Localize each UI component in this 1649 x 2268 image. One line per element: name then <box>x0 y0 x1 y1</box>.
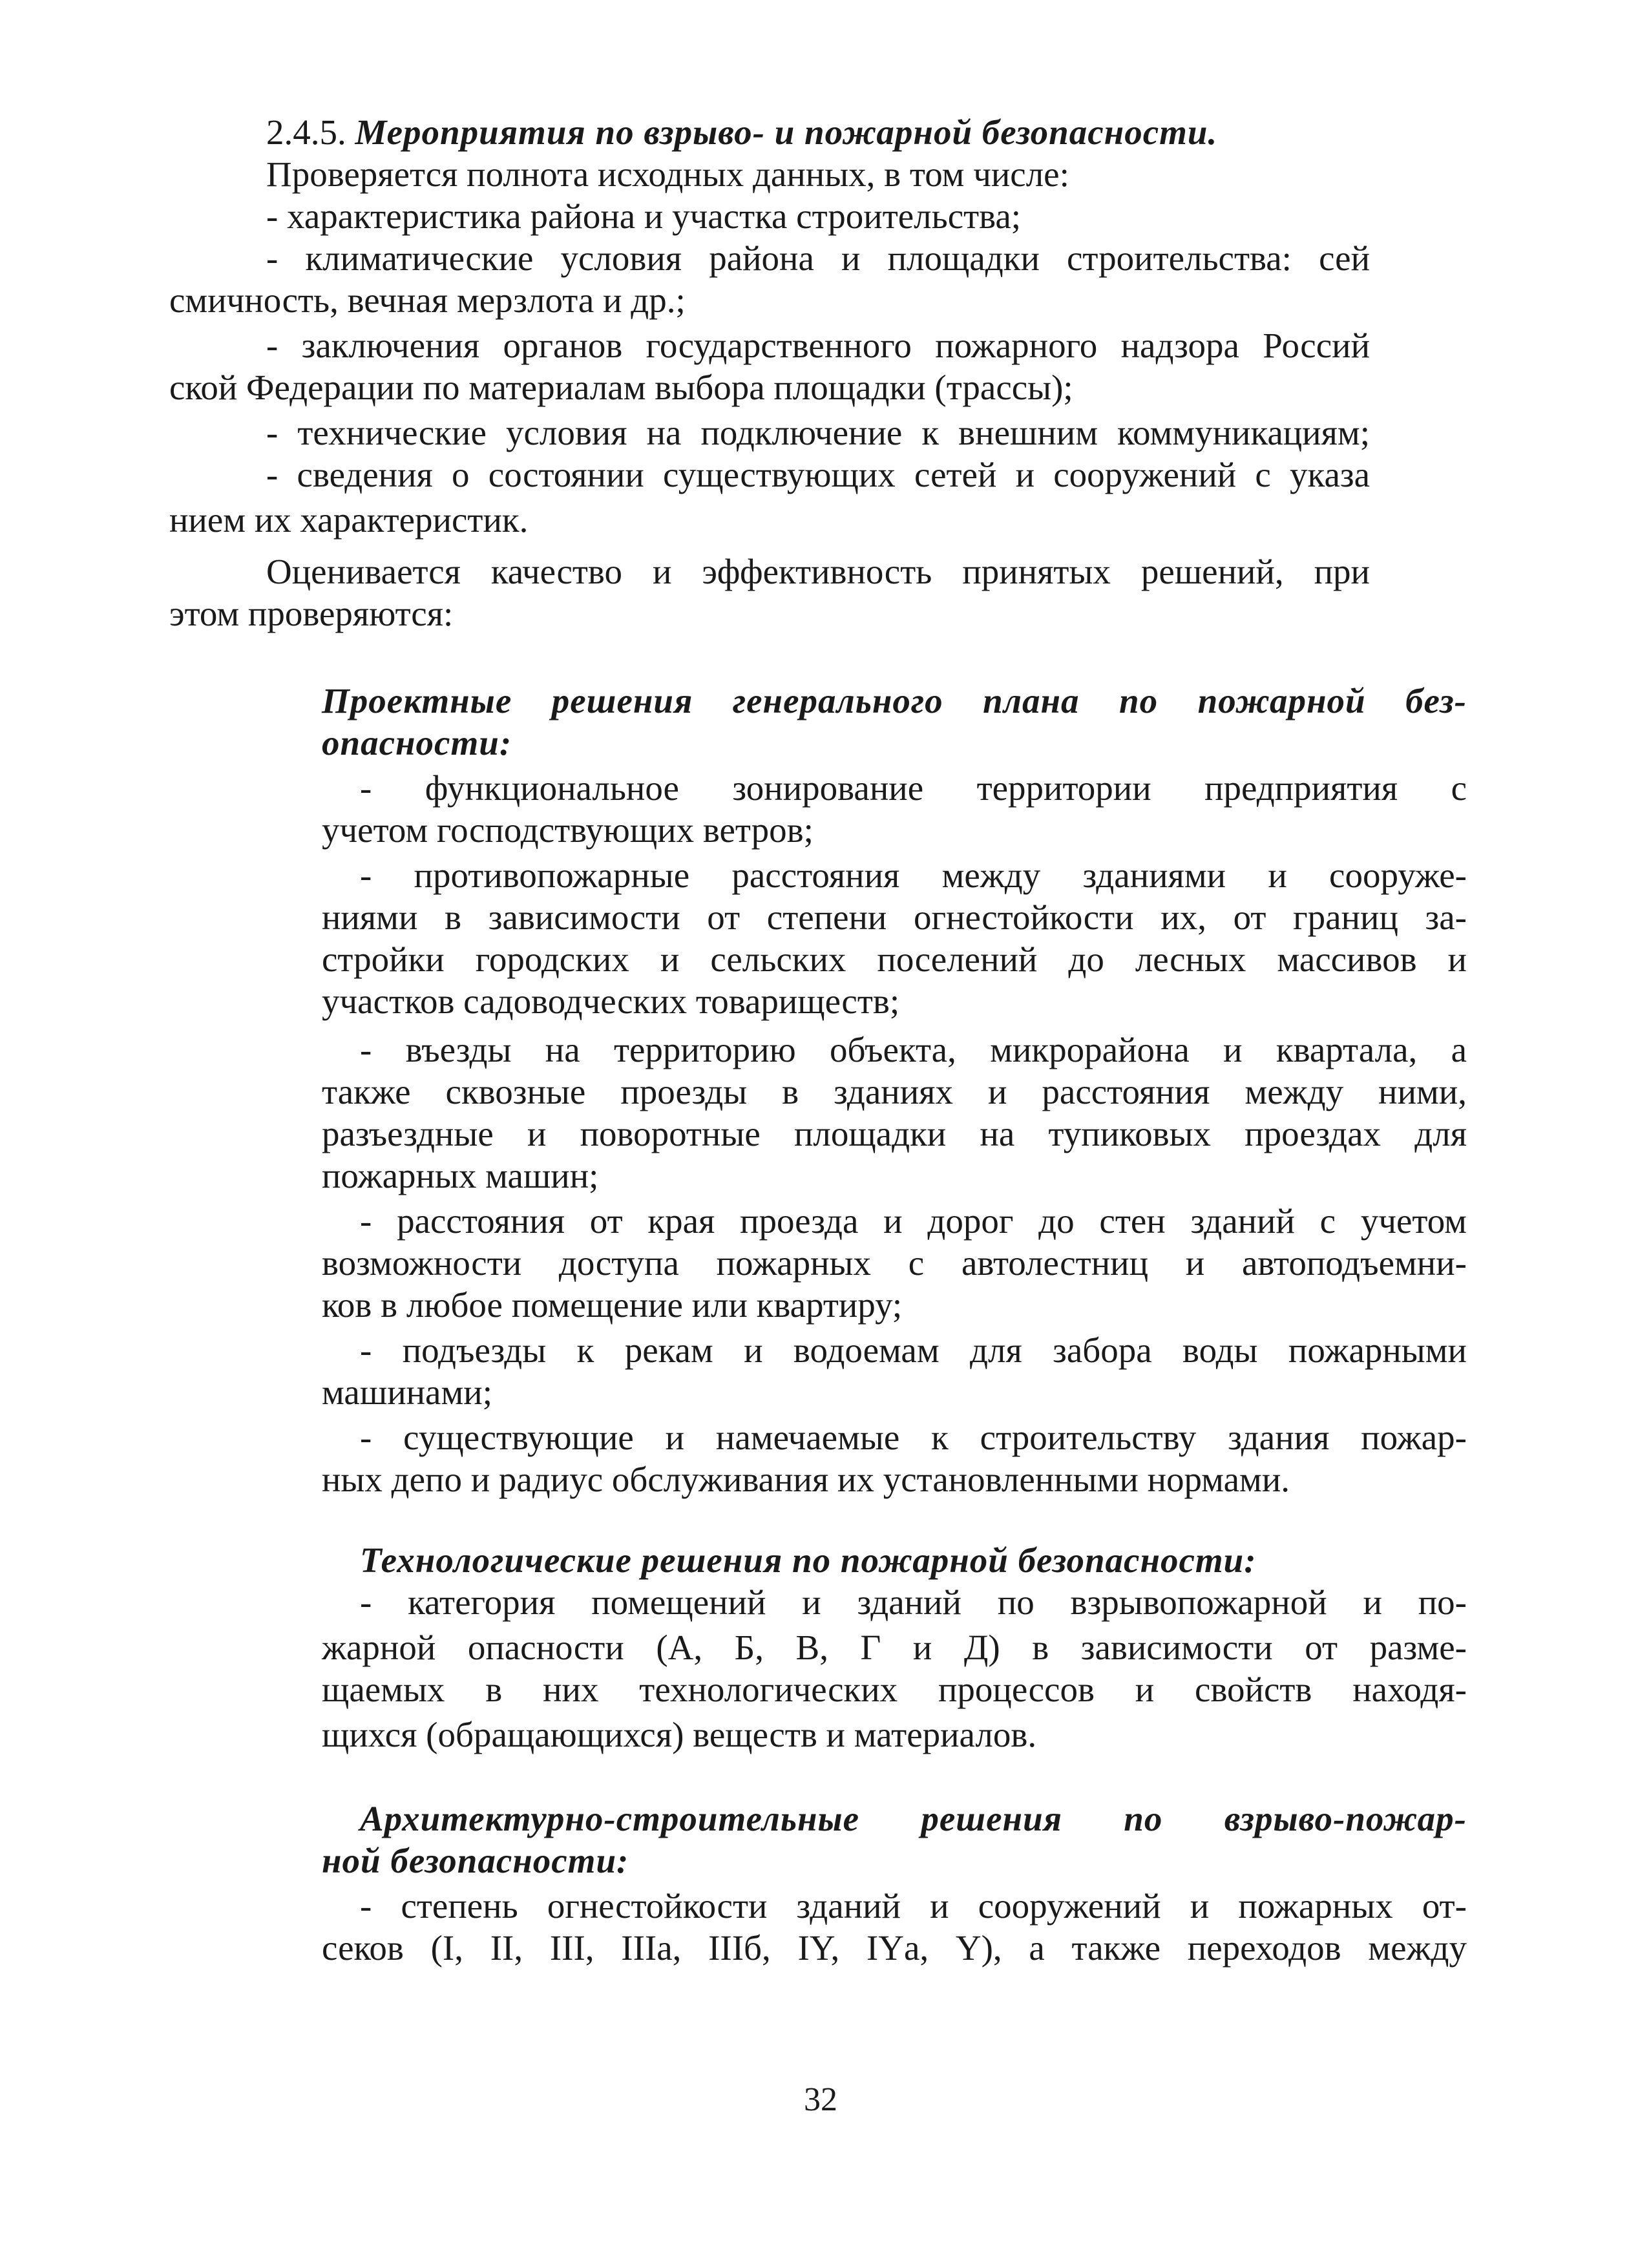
block3-heading-line: ной безопасности: <box>322 1841 629 1880</box>
intro-line: нием их характеристик. <box>169 500 529 540</box>
block2-line: - категория помещений и зданий по взрывопожарной и по- <box>360 1582 1467 1622</box>
block1-line: - подъезды к рекам и водоемам для забора воды пожарными <box>360 1330 1467 1370</box>
block3-heading-line: Архитектурно-строительные решения по взрыво-пожар- <box>360 1799 1467 1838</box>
intro-line: - технические условия на подключение к внешним коммуникациям; <box>266 413 1370 452</box>
block1-line: - въезды на территорию объекта, микрорайона и квартала, а <box>360 1030 1467 1069</box>
intro-line: этом проверяются: <box>169 594 454 633</box>
section-heading <box>266 110 1217 155</box>
section-title: Мероприятия по взрыво- и пожарной безопасности. <box>355 112 1218 152</box>
block1-heading-line: Проектные решения генерального плана по пожарной без- <box>322 681 1467 720</box>
intro-line: - климатические условия района и площадки строительства: сей <box>266 238 1370 278</box>
block1-line: машинами; <box>322 1372 492 1412</box>
block1-line: разъездные и поворотные площадки на тупиковых проездах для <box>322 1114 1467 1153</box>
block2-line: щихся (обращающихся) веществ и материалов. <box>322 1715 1037 1754</box>
intro-line: смичность, вечная мерзлота и др.; <box>169 280 686 320</box>
block1-line: возможности доступа пожарных с автолестниц и автоподъемни- <box>322 1243 1467 1283</box>
intro-line: - характеристика района и участка строительства; <box>266 196 1022 236</box>
intro-line: Оценивается качество и эффективность принятых решений, при <box>266 552 1370 591</box>
block1-line: - противопожарные расстояния между зданиями и сооруже- <box>360 856 1467 895</box>
page-number: 32 <box>804 2081 837 2118</box>
block1-line: учетом господствующих ветров; <box>322 810 814 850</box>
block1-line: стройки городских и сельских поселений до лесных массивов и <box>322 940 1467 979</box>
block3-line: секов (I, II, III, IIIа, IIIб, IY, IYа, Y), а также переходов между <box>322 1928 1467 1968</box>
intro-line: - сведения о состоянии существующих сетей и сооружений с указа <box>266 455 1370 494</box>
intro-line: Проверяется полнота исходных данных, в том числе: <box>266 154 1069 194</box>
block1-line: ниями в зависимости от степени огнестойкости их, от границ за- <box>322 898 1467 937</box>
block1-heading-line: опасности: <box>322 723 512 762</box>
block1-line: - функциональное зонирование территории предприятия с <box>360 768 1467 808</box>
block1-line: участков садоводческих товариществ; <box>322 982 900 1021</box>
block2-heading-line: Технологические решения по пожарной безопасности: <box>360 1540 1257 1580</box>
block1-line: ков в любое помещение или квартиру; <box>322 1285 903 1325</box>
block1-line: - существующие и намечаемые к строительству здания пожар- <box>360 1418 1467 1457</box>
block1-line: ных депо и радиус обслуживания их установленными нормами. <box>322 1460 1290 1499</box>
block1-line: пожарных машин; <box>322 1156 599 1195</box>
intro-line: - заключения органов государственного пожарного надзора Россий <box>266 326 1370 365</box>
block1-line: также сквозные проезды в зданиях и расстояния между ними, <box>322 1072 1467 1111</box>
intro-line: ской Федерации по материалам выбора площадки (трассы); <box>169 368 1073 407</box>
block2-line: щаемых в них технологических процессов и свойств находя- <box>322 1670 1467 1709</box>
section-number: 2.4.5. <box>266 112 346 152</box>
block2-line: жарной опасности (А, Б, В, Г и Д) в зависимости от разме- <box>322 1628 1467 1667</box>
block3-line: - степень огнестойкости зданий и сооружений и пожарных от- <box>360 1886 1467 1926</box>
block1-line: - расстояния от края проезда и дорог до стен зданий с учетом <box>360 1201 1467 1241</box>
